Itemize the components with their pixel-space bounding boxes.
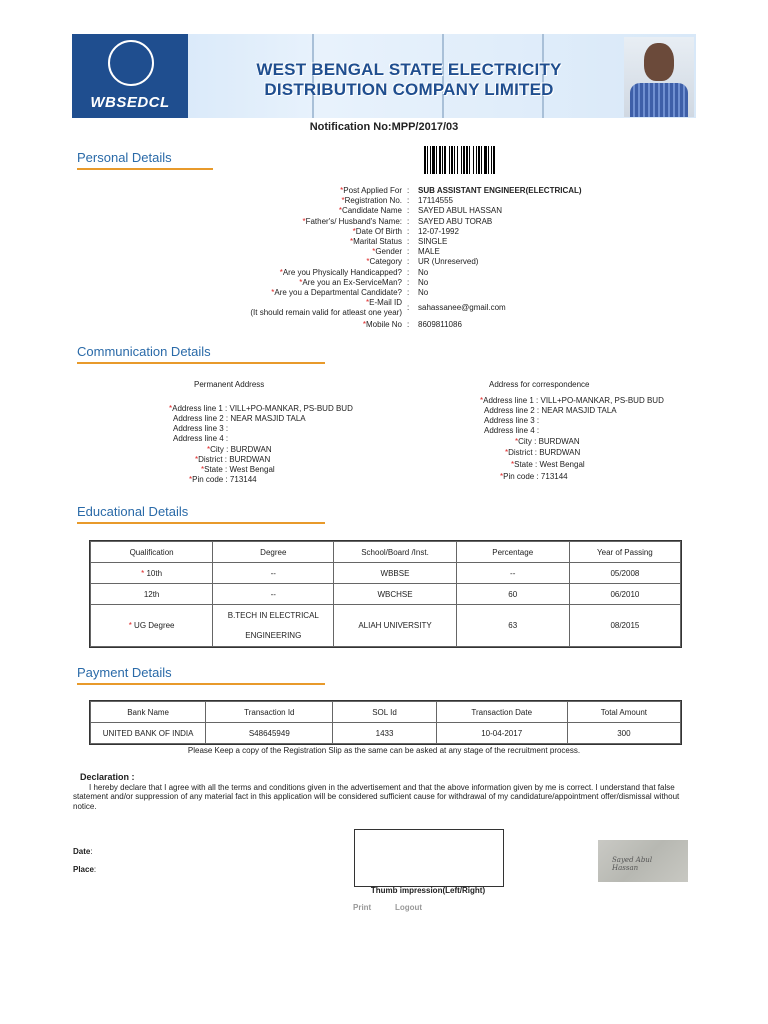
personal-details bbox=[0, 186, 768, 336]
personal-field-label bbox=[363, 320, 402, 330]
table-cell: 08/2015 bbox=[569, 605, 680, 647]
table-row bbox=[91, 723, 681, 744]
required-marker: * bbox=[338, 206, 342, 216]
permanent-address-line1: *Address line 1 : VILL+PO-MANKAR, PS-BUD BUD bbox=[169, 404, 353, 413]
personal-field-value: SUB ASSISTANT ENGINEER(ELECTRICAL) bbox=[418, 186, 582, 195]
personal-field-label bbox=[280, 268, 402, 278]
personal-field-label bbox=[250, 298, 402, 318]
personal-field-value: No bbox=[418, 277, 429, 287]
required-marker: * bbox=[362, 320, 366, 330]
table-header-cell: School/Board /Inst. bbox=[334, 542, 456, 563]
required-marker: * bbox=[340, 186, 344, 195]
table-header-cell: Transaction Id bbox=[206, 702, 333, 723]
field-label-text: Post Applied For bbox=[343, 186, 402, 195]
field-separator: : bbox=[407, 277, 410, 287]
print-button[interactable]: Print bbox=[353, 903, 372, 912]
personal-field-value: SINGLE bbox=[418, 237, 448, 246]
field-separator: : bbox=[407, 267, 410, 277]
logout-button[interactable]: Logout bbox=[395, 903, 423, 912]
table-cell: ALIAH UNIVERSITY bbox=[334, 605, 456, 647]
correspondence-pin: *Pin code : 713144 bbox=[500, 472, 568, 481]
correspondence-address-line1: *Address line 1 : VILL+PO-MANKAR, PS-BUD BUD bbox=[480, 396, 664, 405]
section-title-payment: Payment Details bbox=[77, 665, 172, 680]
header-banner bbox=[72, 34, 696, 118]
declaration-title: Declaration : bbox=[80, 772, 135, 782]
table-cell: 60 bbox=[456, 584, 569, 605]
field-label-text: Marital Status bbox=[353, 237, 402, 246]
permanent-city: *City : BURDWAN bbox=[207, 445, 272, 454]
permanent-pin: *Pin code : 713144 bbox=[189, 475, 257, 484]
field-label-text: Mobile No bbox=[365, 320, 402, 330]
personal-field-value: sahassanee@gmail.com bbox=[418, 303, 506, 313]
table-cell: WBCHSE bbox=[334, 584, 456, 605]
table-row bbox=[91, 605, 681, 647]
required-marker: * bbox=[271, 288, 275, 297]
table-cell-qualification: * UG Degree bbox=[91, 605, 213, 647]
table-cell: 10-04-2017 bbox=[436, 723, 567, 744]
table-cell: UNITED BANK OF INDIA bbox=[91, 723, 206, 744]
field-separator: : bbox=[407, 247, 410, 257]
field-separator: : bbox=[407, 303, 410, 313]
correspondence-state: *State : West Bengal bbox=[511, 460, 585, 469]
photo-shirt bbox=[630, 83, 688, 117]
field-separator: : bbox=[407, 237, 410, 246]
barcode-icon bbox=[424, 146, 524, 174]
table-cell: WBBSE bbox=[334, 563, 456, 584]
personal-field-label bbox=[353, 227, 402, 237]
notification-number: Notification No:MPP/2017/03 bbox=[309, 121, 459, 133]
field-separator: : bbox=[407, 320, 410, 330]
required-marker: * bbox=[372, 247, 376, 257]
section-title-personal: Personal Details bbox=[77, 150, 172, 165]
field-separator: : bbox=[407, 206, 410, 216]
personal-field-value: No bbox=[418, 267, 429, 277]
table-cell: 1433 bbox=[333, 723, 436, 744]
table-cell: 05/2008 bbox=[569, 563, 680, 584]
personal-field-label bbox=[339, 206, 402, 216]
personal-field-value: MALE bbox=[418, 247, 440, 257]
field-separator: : bbox=[407, 186, 410, 195]
section-title-communication: Communication Details bbox=[77, 344, 211, 359]
field-label-note: (It should remain valid for atleast one year) bbox=[250, 308, 402, 318]
table-header-cell: Total Amount bbox=[567, 702, 680, 723]
personal-field-value: 12-07-1992 bbox=[418, 226, 459, 236]
field-label-text: Are you a Departmental Candidate? bbox=[274, 288, 402, 297]
table-cell: -- bbox=[213, 584, 334, 605]
table-cell-qualification: 12th bbox=[91, 584, 213, 605]
personal-field-label bbox=[271, 288, 402, 298]
required-marker: * bbox=[279, 267, 283, 277]
permanent-address-line2: Address line 2 : NEAR MASJID TALA bbox=[173, 414, 306, 423]
personal-field-label bbox=[302, 217, 402, 227]
company-name: WEST BENGAL STATE ELECTRICITY DISTRIBUTION COMPANY LIMITED bbox=[256, 60, 562, 99]
payment-note: Please Keep a copy of the Registration Slip as the same can be asked at any stage of the recruitment process. bbox=[187, 746, 581, 755]
company-logo bbox=[72, 34, 188, 118]
correspondence-city: *City : BURDWAN bbox=[515, 437, 580, 446]
personal-field-value: SAYED ABU TORAB bbox=[418, 216, 493, 226]
candidate-photo bbox=[624, 37, 694, 117]
correspondence-address-line3: Address line 3 : bbox=[484, 416, 540, 425]
table-header-cell: Qualification bbox=[91, 542, 213, 563]
table-row bbox=[91, 563, 681, 584]
table-header-cell: Bank Name bbox=[91, 702, 206, 723]
permanent-address-line4: Address line 4 : bbox=[173, 434, 229, 443]
personal-field-value: No bbox=[418, 288, 429, 297]
table-cell-qualification: * 10th bbox=[91, 563, 213, 584]
required-marker: * bbox=[341, 196, 345, 206]
permanent-address-title: Permanent Address bbox=[194, 380, 265, 389]
personal-field-value: UR (Unreserved) bbox=[418, 257, 479, 267]
table-cell: 300 bbox=[567, 723, 680, 744]
field-separator: : bbox=[407, 226, 410, 236]
correspondence-address-title: Address for correspondence bbox=[489, 380, 590, 389]
field-separator: : bbox=[407, 288, 410, 297]
table-cell: 63 bbox=[456, 605, 569, 647]
table-header-cell: Percentage bbox=[456, 542, 569, 563]
field-label-text: Father's/ Husband's Name: bbox=[305, 216, 402, 226]
personal-field-label bbox=[372, 247, 402, 257]
thumb-impression-label: Thumb impression(Left/Right) bbox=[370, 886, 486, 895]
field-label-text: Registration No. bbox=[344, 196, 402, 206]
table-cell: -- bbox=[456, 563, 569, 584]
section-underline bbox=[77, 683, 325, 685]
degree-line1: B.TECH IN ELECTRICAL bbox=[227, 610, 319, 620]
personal-field-value: 17114555 bbox=[418, 196, 453, 206]
signature-text: Sayed Abul Hassan bbox=[612, 856, 653, 872]
permanent-address-line3: Address line 3 : bbox=[173, 424, 229, 433]
personal-field-label bbox=[366, 257, 402, 267]
table-cell: -- bbox=[213, 563, 334, 584]
required-marker: * bbox=[366, 257, 370, 267]
date-label: Date: bbox=[73, 847, 93, 856]
place-label: Place: bbox=[73, 865, 97, 874]
permanent-state: *State : West Bengal bbox=[201, 465, 275, 474]
field-separator: : bbox=[407, 257, 410, 267]
table-header-cell: Year of Passing bbox=[569, 542, 680, 563]
correspondence-address-line2: Address line 2 : NEAR MASJID TALA bbox=[484, 406, 617, 415]
personal-field-label bbox=[350, 237, 402, 247]
field-label-text: E-Mail ID bbox=[369, 298, 402, 308]
table-header-cell: SOL Id bbox=[333, 702, 436, 723]
required-marker: * bbox=[352, 226, 356, 236]
photo-face bbox=[644, 43, 674, 81]
table-cell-degree bbox=[213, 605, 334, 647]
table-header-row bbox=[91, 702, 681, 723]
required-marker: * bbox=[365, 298, 370, 308]
personal-field-label bbox=[299, 278, 402, 288]
payment-table bbox=[90, 701, 681, 744]
declaration-text: I hereby declare that I agree with all the terms and conditions given in the advertisement and that the above information given by me is correct. I understand that false statement and/or suppression of any material fact in this application will be considered sufficient cause for withdrawal of my candidature/appointment offer/dismissal without notice. bbox=[73, 783, 680, 811]
field-label-text: Are you Physically Handicapped? bbox=[282, 267, 402, 277]
logo-text: WBSEDCL bbox=[90, 94, 170, 111]
field-label-text: Date Of Birth bbox=[355, 226, 402, 236]
field-separator: : bbox=[407, 196, 410, 206]
degree-line2: ENGINEERING bbox=[245, 630, 302, 640]
field-label-text: Gender bbox=[375, 247, 402, 257]
personal-field-label bbox=[340, 186, 402, 196]
correspondence-address-line4: Address line 4 : bbox=[484, 426, 540, 435]
table-header-row bbox=[91, 542, 681, 563]
education-table bbox=[90, 541, 681, 647]
table-cell: S48645949 bbox=[206, 723, 333, 744]
section-underline bbox=[77, 362, 325, 364]
personal-field-value: 8609811086 bbox=[418, 320, 462, 330]
field-separator: : bbox=[407, 216, 410, 226]
personal-field-label bbox=[342, 196, 402, 206]
correspondence-district: *District : BURDWAN bbox=[505, 448, 581, 457]
table-row bbox=[91, 584, 681, 605]
field-label-text: Candidate Name bbox=[341, 206, 402, 216]
field-label-text: Are you an Ex-ServiceMan? bbox=[302, 277, 402, 287]
required-marker: * bbox=[299, 277, 303, 287]
section-title-educational: Educational Details bbox=[77, 504, 189, 519]
personal-field-value: SAYED ABUL HASSAN bbox=[418, 206, 503, 216]
required-marker: * bbox=[349, 237, 354, 246]
emblem-icon bbox=[108, 40, 154, 86]
table-header-cell: Transaction Date bbox=[436, 702, 567, 723]
permanent-district: *District : BURDWAN bbox=[195, 455, 271, 464]
table-cell: 06/2010 bbox=[569, 584, 680, 605]
section-underline bbox=[77, 168, 213, 170]
thumb-impression-box bbox=[354, 829, 504, 887]
required-marker: * bbox=[302, 216, 306, 226]
field-label-text: Category bbox=[369, 257, 402, 267]
table-header-cell: Degree bbox=[213, 542, 334, 563]
barcode-bar bbox=[495, 146, 496, 174]
section-underline bbox=[77, 522, 325, 524]
